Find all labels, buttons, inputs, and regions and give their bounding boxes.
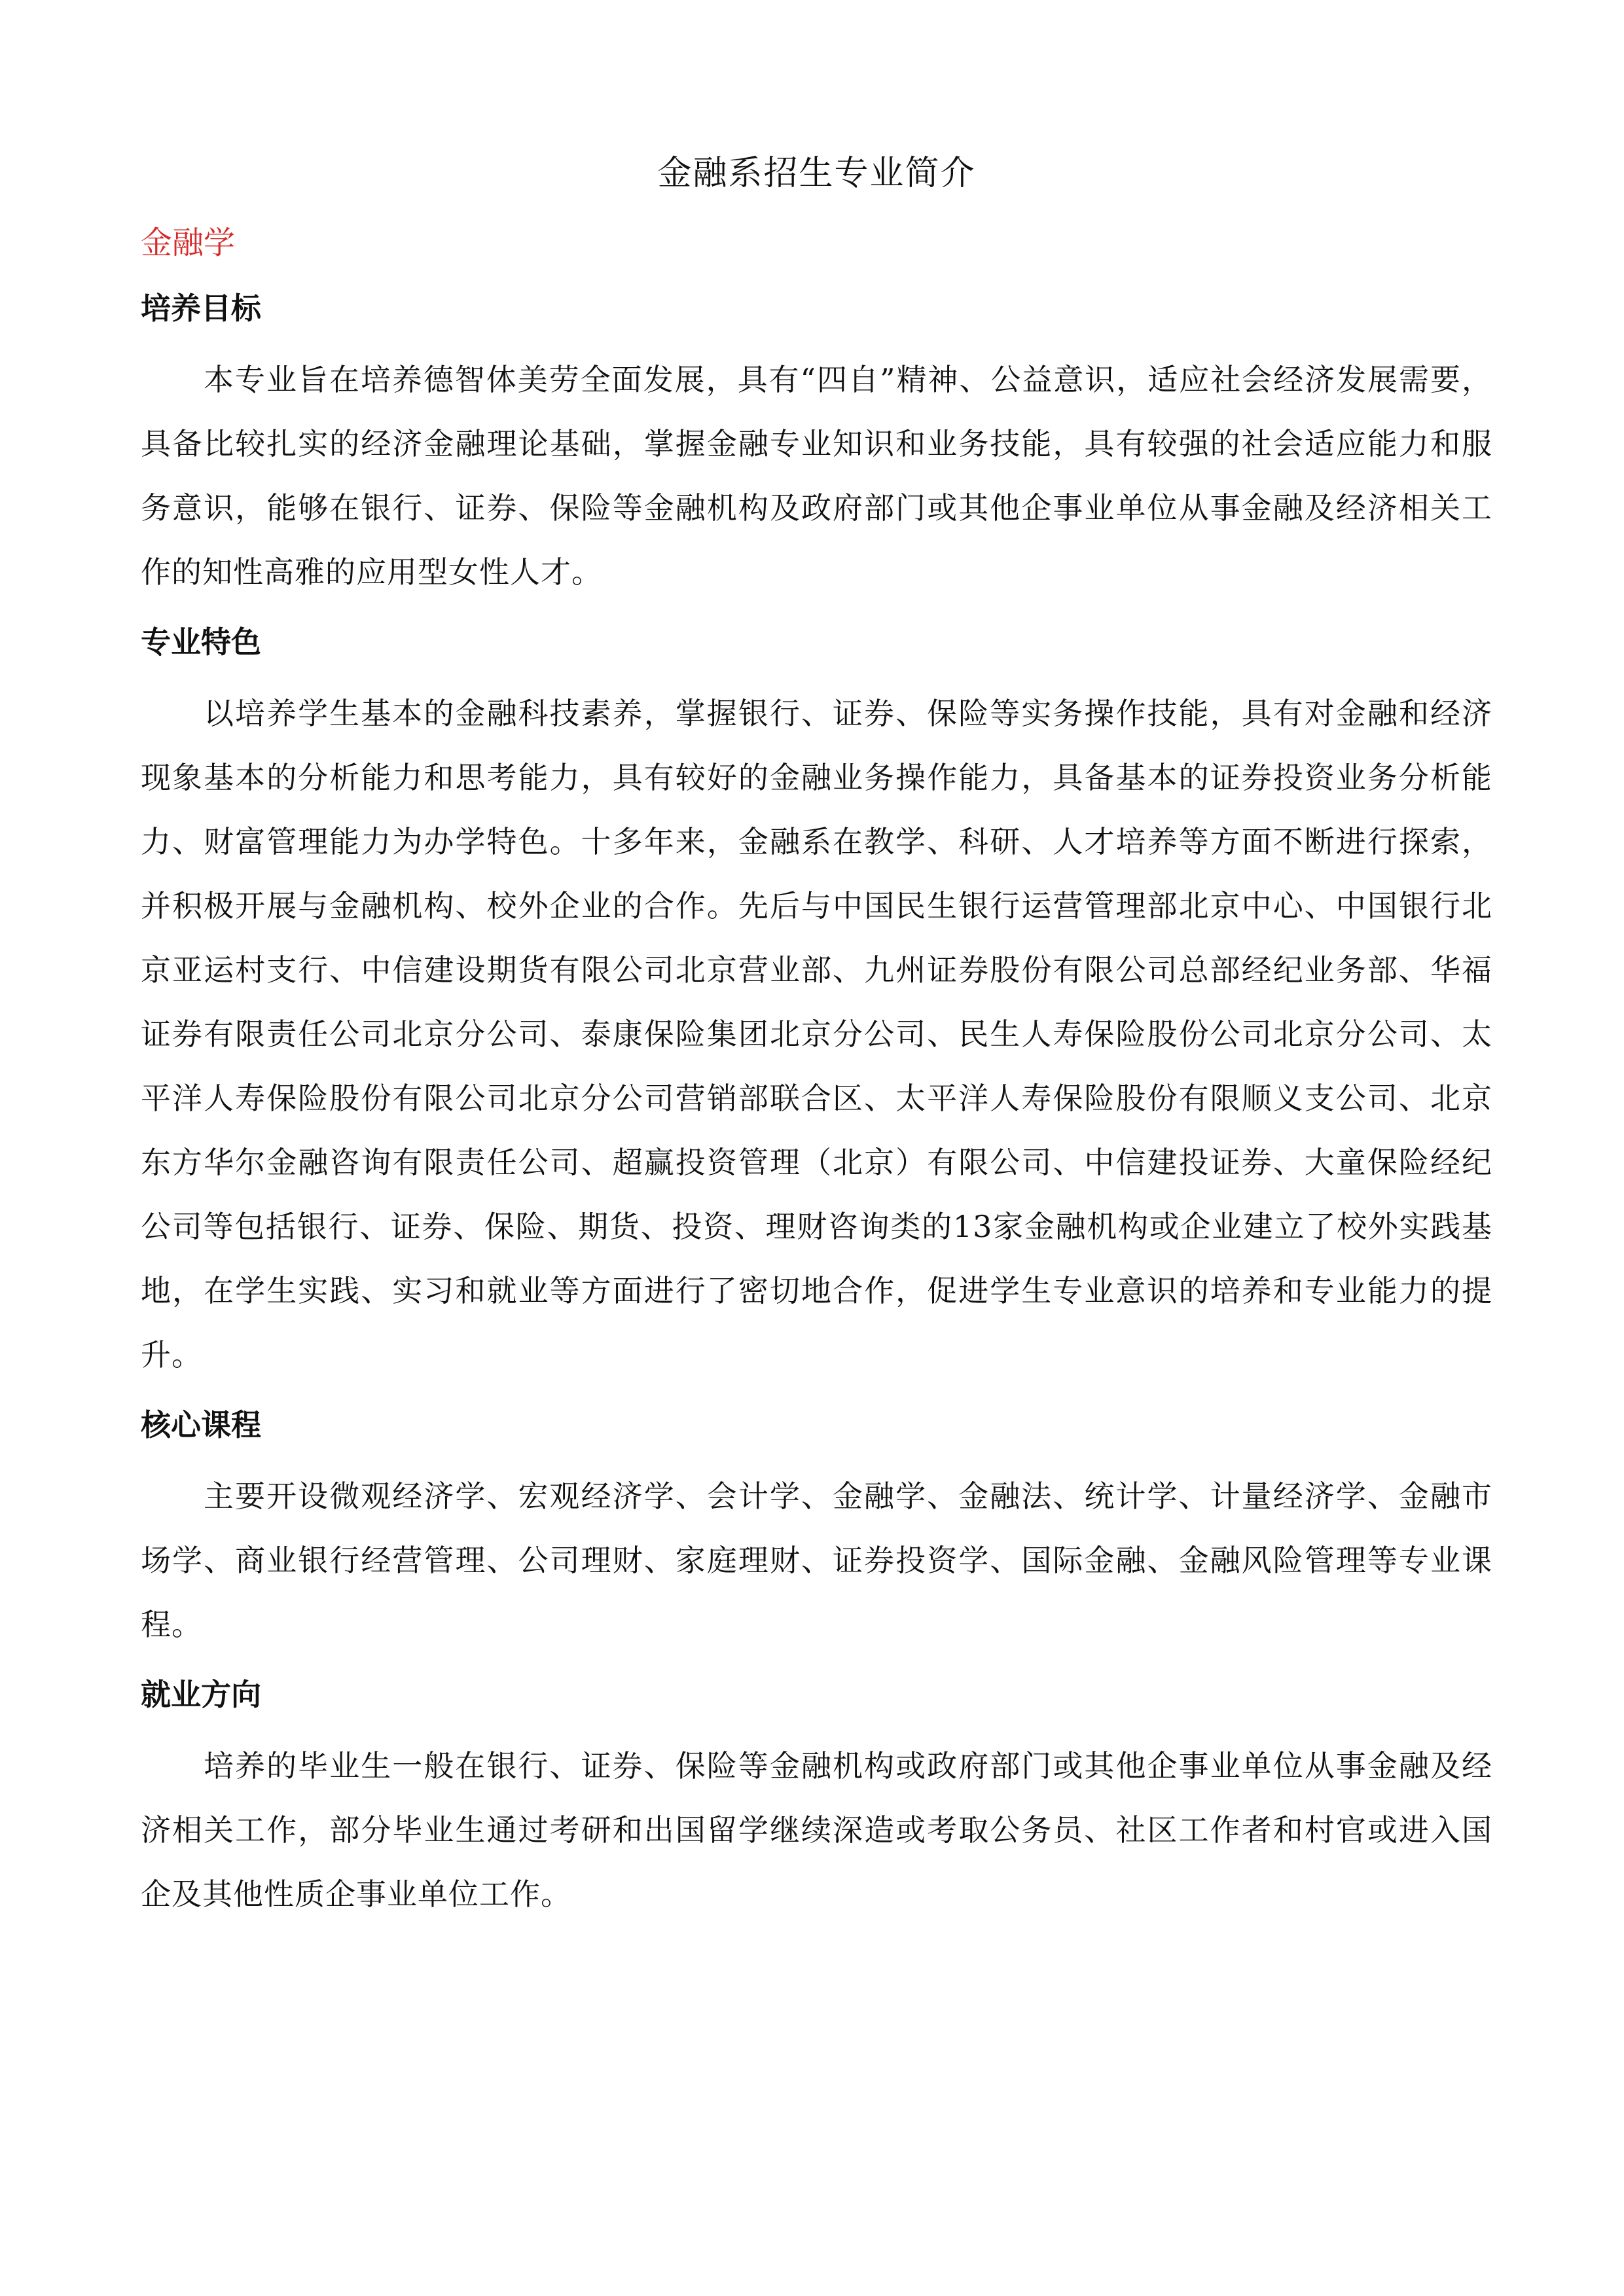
section-heading: 培养目标 (141, 291, 261, 326)
document-title: 金融系招生专业简介 (657, 154, 976, 193)
section-heading: 就业方向 (141, 1677, 261, 1712)
section-body: 本专业旨在培养德智体美劳全面发展，具有“四自”精神、公益意识，适应社会经济发展需要，具备比较扎实的经济金融理论基础，掌握金融专业知识和业务技能，具有较强的社会适应能力和服务意识，能够在银行、证券、保险等金融机构及政府部门或其他企事业单位从事金融及经济相关工作的知性高雅的应用型女性人才。 (141, 362, 1492, 590)
section-career-direction (141, 1668, 1492, 1926)
section-program-features (141, 616, 1492, 1387)
section-core-courses (141, 1399, 1492, 1657)
section-training-goals (141, 282, 1492, 604)
section-heading: 专业特色 (141, 624, 261, 660)
section-body: 以培养学生基本的金融科技素养，掌握银行、证券、保险等实务操作技能，具有对金融和经济现象基本的分析能力和思考能力，具有较好的金融业务操作能力，具备基本的证券投资业务分析能力、财富管理能力为办学特色。十多年来，金融系在教学、科研、人才培养等方面不断进行探索，并积极开展与金融机构、校外企业的合作。先后与中国民生银行运营管理部北京中心、中国银行北京亚运村支行、中信建设期货有限公司北京营业部、九州证券股份有限公司总部经纪业务部、华福证券有限责任公司北京分公司、泰康保险集团北京分公司、民生人寿保险股份公司北京分公司、太平洋人寿保险股份有限公司北京分公司营销部联合区、太平洋人寿保险股份有限顺义支公司、北京东方华尔金融咨询有限责任公司、超赢投资管理（北京）有限公司、中信建投证券、大童保险经纪公司等包括银行、证券、保险、期货、投资、理财咨询类的13家金融机构或企业建立了校外实践基地，在学生实践、实习和就业等方面进行了密切地合作，促进学生专业意识的培养和专业能力的提升。 (141, 696, 1492, 1372)
section-heading: 核心课程 (141, 1407, 261, 1443)
document-page (141, 147, 1492, 1938)
major-title: 金融学 (141, 224, 236, 261)
section-body: 培养的毕业生一般在银行、证券、保险等金融机构或政府部门或其他企事业单位从事金融及经济相关工作，部分毕业生通过考研和出国留学继续深造或考取公务员、社区工作者和村官或进入国企及其他性质企事业单位工作。 (141, 1748, 1492, 1912)
section-body: 主要开设微观经济学、宏观经济学、会计学、金融学、金融法、统计学、计量经济学、金融市场学、商业银行经营管理、公司理财、家庭理财、证券投资学、国际金融、金融风险管理等专业课程。 (141, 1479, 1492, 1642)
